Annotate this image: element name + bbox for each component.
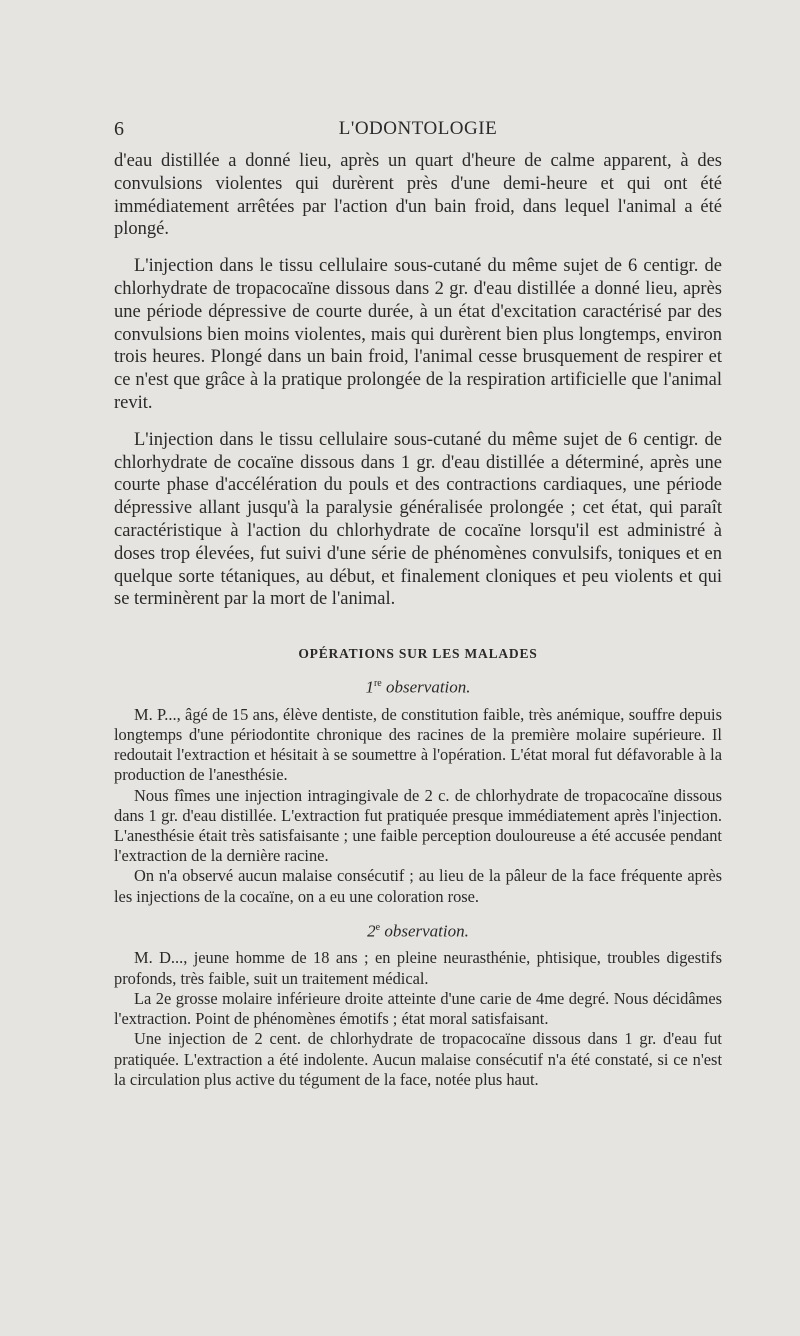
- running-head: L'ODONTOLOGIE: [338, 118, 498, 139]
- observation-1-ordinal: re: [373, 678, 382, 690]
- section-title: OPÉRATIONS SUR LES MALADES: [298, 646, 538, 662]
- observation-1-paragraph: On n'a observé aucun malaise consécutif ; au lieu de la pâleur de la face fréquente après les injections de la cocaïne, on a eu une coloration rose.: [114, 866, 722, 906]
- observation-2-body: [114, 948, 722, 1089]
- observation-2-paragraph: M. D..., jeune homme de 18 ans ; en pleine neurasthénie, phtisique, troubles digestifs profonds, très faible, suit un traitement médical.: [114, 948, 722, 988]
- observation-1-label: observation.: [381, 677, 471, 697]
- observation-1-number: 1: [365, 677, 374, 697]
- observation-1-paragraph: Nous fîmes une injection intragingivale de 2 c. de chlorhydrate de tropacocaïne dissous dans 1 gr. d'eau distillée. L'extraction fut pratiquée presque immédiatement après l'injection. L'anesthésie était très satisfaisante ; une faible perception douloureuse a été accusée pendant l'extraction de la dernière racine.: [114, 785, 722, 866]
- observation-1-title: [114, 673, 722, 699]
- observation-2-number: 2: [367, 921, 376, 941]
- observation-2-title: [114, 917, 722, 943]
- page-header: [114, 118, 722, 142]
- observation-1-paragraph: M. P..., âgé de 15 ans, élève dentiste, de constitution faible, très anémique, souffre depuis longtemps d'une périodontite chronique des racines de la première molaire supérieure. Il redoutait l'extraction et hésitait à se soumettre à l'opération. L'état moral fut défavorable à la production de l'anesthésie.: [114, 704, 722, 785]
- paragraph-tropacocaine-injection: L'injection dans le tissu cellulaire sous-cutané du même sujet de 6 centigr. de chlorhydrate de tropacocaïne dissous dans 2 gr. d'eau distillée a donné lieu, après une période dépressive de courte durée, à un état d'excitation caractérisé par des convulsions bien moins violentes, mais qui durèrent bien plus longtemps, environ trois heures. Plongé dans un bain froid, l'animal cesse brusquement de respirer et ce n'est que grâce à la pratique prolongée de la respiration artificielle que l'animal revit.: [114, 256, 722, 413]
- observation-2-paragraph: Une injection de 2 cent. de chlorhydrate de tropacocaïne dissous dans 1 gr. d'eau fut pratiquée. L'extraction a été indolente. Aucun malaise consécutif n'a été constaté, si ce n'est la circulation plus active du tégument de la face, notée plus haut.: [114, 1029, 722, 1089]
- observation-1-body: [114, 705, 722, 907]
- experiment-section: [114, 150, 722, 611]
- observation-2-ordinal: e: [375, 921, 381, 933]
- page-body: [114, 150, 722, 1090]
- paragraph-continued: d'eau distillée a donné lieu, après un quart d'heure de calme apparent, à des convulsions violentes qui durèrent près d'une demi-heure et qui ont été immédiatement arrêtées par l'action d'un bain froid, dans lequel l'animal a été plongé.: [114, 151, 722, 240]
- paragraph-cocaine-injection: L'injection dans le tissu cellulaire sous-cutané du même sujet de 6 centigr. de chlorhydrate de cocaïne dissous dans 1 gr. d'eau distillée a déterminé, après une courte phase d'accélération du pouls et des contractions cardiaques, une période dépressive allant jusqu'à la paralysie généralisée prolongée ; cet état, qui paraît caractéristique à l'action du chlorhydrate de cocaïne lorsqu'il est administré à doses trop élevées, fut suivi d'une série de phénomènes convulsifs, toniques et en quelque sorte tétaniques, au début, et finalement cloniques et peu violents et qui se terminèrent par la mort de l'animal.: [114, 429, 722, 610]
- observation-2-label: observation.: [380, 921, 469, 941]
- page-number: 6: [114, 118, 124, 140]
- observation-2-paragraph: La 2e grosse molaire inférieure droite atteinte d'une carie de 4me degré. Nous décidâmes l'extraction. Point de phénomènes émotifs ; état moral satisfaisant.: [114, 988, 722, 1029]
